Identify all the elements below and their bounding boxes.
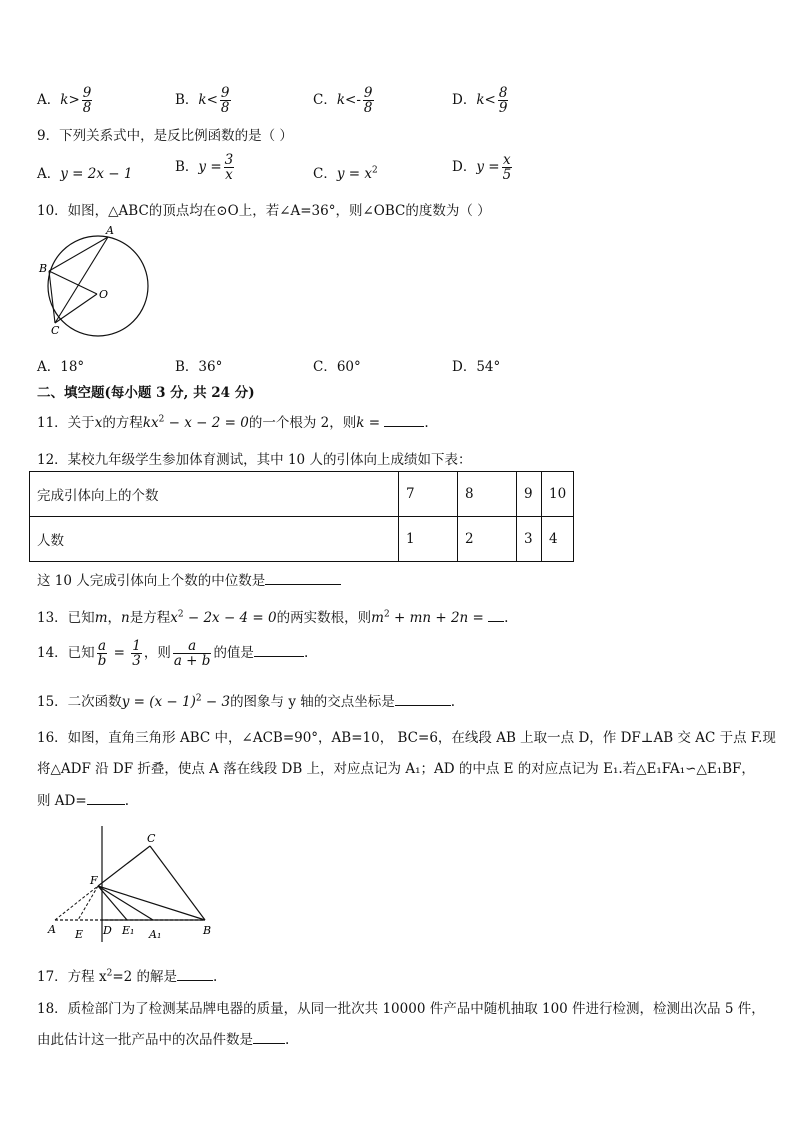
q9-option-a: A．y = 2x − 1 <box>37 166 133 182</box>
q13: 13．已知m，n是方程$x^2 - 2x - 4 = 0$的两实数根，则$m^2$ + mn + 2n = . <box>37 609 509 626</box>
fraction: $\frac{9}{8}$ <box>220 85 230 116</box>
q8-option: C．k<- $\frac{9}{8}$ <box>313 85 373 116</box>
q17: 17．方程 $x^2=2$ 的解是 . <box>37 968 218 985</box>
label-d: D <box>103 924 112 937</box>
fraction: $\frac{9}{8}$ <box>363 85 373 116</box>
q8-option: D．k< $\frac{8}{9}$ <box>452 85 508 116</box>
q9-stem: 9．下列关系式中，是反比例函数的是（ ） <box>37 128 293 144</box>
answer-blank[interactable] <box>254 644 304 657</box>
q16-triangle-figure <box>45 826 235 946</box>
answer-blank[interactable] <box>177 968 213 981</box>
q16-line3: 则 AD= . <box>37 793 129 809</box>
fraction: $\frac{x}{5}$ <box>502 152 512 183</box>
q18-line2: 由此估计这一批产品中的次品件数是 . <box>37 1032 290 1048</box>
q9-option-d: D．y = $\frac{x}{5}$ <box>452 152 512 183</box>
label-e: E <box>75 928 84 941</box>
label-c: C <box>51 324 60 337</box>
answer-blank[interactable] <box>488 609 504 622</box>
answer-blank[interactable] <box>384 414 424 427</box>
q10-option-d: D．54° <box>452 359 501 375</box>
q12-stem: 12．某校九年级学生参加体育测试，其中 10 人的引体向上成绩如下表： <box>37 452 472 468</box>
scores-table <box>29 471 574 562</box>
fraction: $\frac{a}{b}$ <box>97 638 107 669</box>
label-a1: A₁ <box>149 928 162 941</box>
answer-blank[interactable] <box>253 1031 285 1044</box>
fraction: $\frac{a}{a + b}$ <box>173 638 211 669</box>
q16-line1: 16．如图，直角三角形 ABC 中，∠ACB=90°，AB=10， BC=6，在线段 AB 上取一点 D，作 DF⊥AB 交 AC 于点 F.现 <box>37 730 776 746</box>
q8-option: B．k< $\frac{9}{8}$ <box>175 85 230 116</box>
fraction: $\frac{3}{x}$ <box>224 152 234 183</box>
fraction: $\frac{8}{9}$ <box>498 85 508 116</box>
label-f: F <box>90 874 98 887</box>
q10-stem: 10．如图，△ABC的顶点均在⊙O上，若∠A=36°，则∠OBC的度数为（ ） <box>37 203 491 219</box>
q16-line2: 将△ADF 沿 DF 折叠，使点 A 落在线段 DB 上，对应点记为 A₁；AD 的中点 E 的对应点记为 E₁.若△E₁FA₁∽△E₁BF， <box>37 761 755 777</box>
answer-blank[interactable] <box>395 693 451 706</box>
q14: 14．已知 $\frac{a}{b}$ = $\frac{1}{3}$ ，则 $\frac{a}{a + b}$ 的值是 . <box>37 638 309 669</box>
label-b: B <box>39 262 48 275</box>
label-o: O <box>99 288 109 301</box>
table-row: 完成引体向上的个数 7 8 9 10 <box>30 472 574 517</box>
q18-line1: 18．质检部门为了检测某品牌电器的质量，从同一批次共 10000 件产品中随机抽取 100 件进行检测，检测出次品 5 件， <box>37 1001 765 1017</box>
q10-option-a: A．18° <box>37 359 85 375</box>
q9-option-c: C．$y = x^2$ <box>313 165 378 182</box>
label-e1: E₁ <box>122 924 135 937</box>
q11: 11．关于x的方程$kx^2 - x - 2 = 0$的一个根为 2，则k = . <box>37 414 429 431</box>
q15: 15．二次函数$y = (x - 1)^2 - 3$的图象与 y 轴的交点坐标是 . <box>37 693 456 710</box>
q9-option-b: B．y = $\frac{3}{x}$ <box>175 152 234 183</box>
answer-blank[interactable] <box>87 792 125 805</box>
fraction: $\frac{9}{8}$ <box>82 85 92 116</box>
label-a: A <box>106 224 114 237</box>
q10-option-c: C．60° <box>313 359 361 375</box>
q10-circle-figure <box>35 224 165 344</box>
circle-o <box>48 236 148 336</box>
label-b: B <box>203 924 212 937</box>
fraction: $\frac{1}{3}$ <box>132 638 141 669</box>
section-heading: 二、填空题(每小题 3 分, 共 24 分) <box>37 385 255 401</box>
label-c: C <box>147 832 156 845</box>
q8-option: A．k> $\frac{9}{8}$ <box>37 85 92 116</box>
answer-blank[interactable] <box>265 572 341 585</box>
q12-question: 这 10 人完成引体向上个数的中位数是 <box>37 569 341 589</box>
q10-option-b: B．36° <box>175 359 223 375</box>
table-row: 人数 1 2 3 4 <box>30 517 574 562</box>
label-a: A <box>48 923 56 936</box>
